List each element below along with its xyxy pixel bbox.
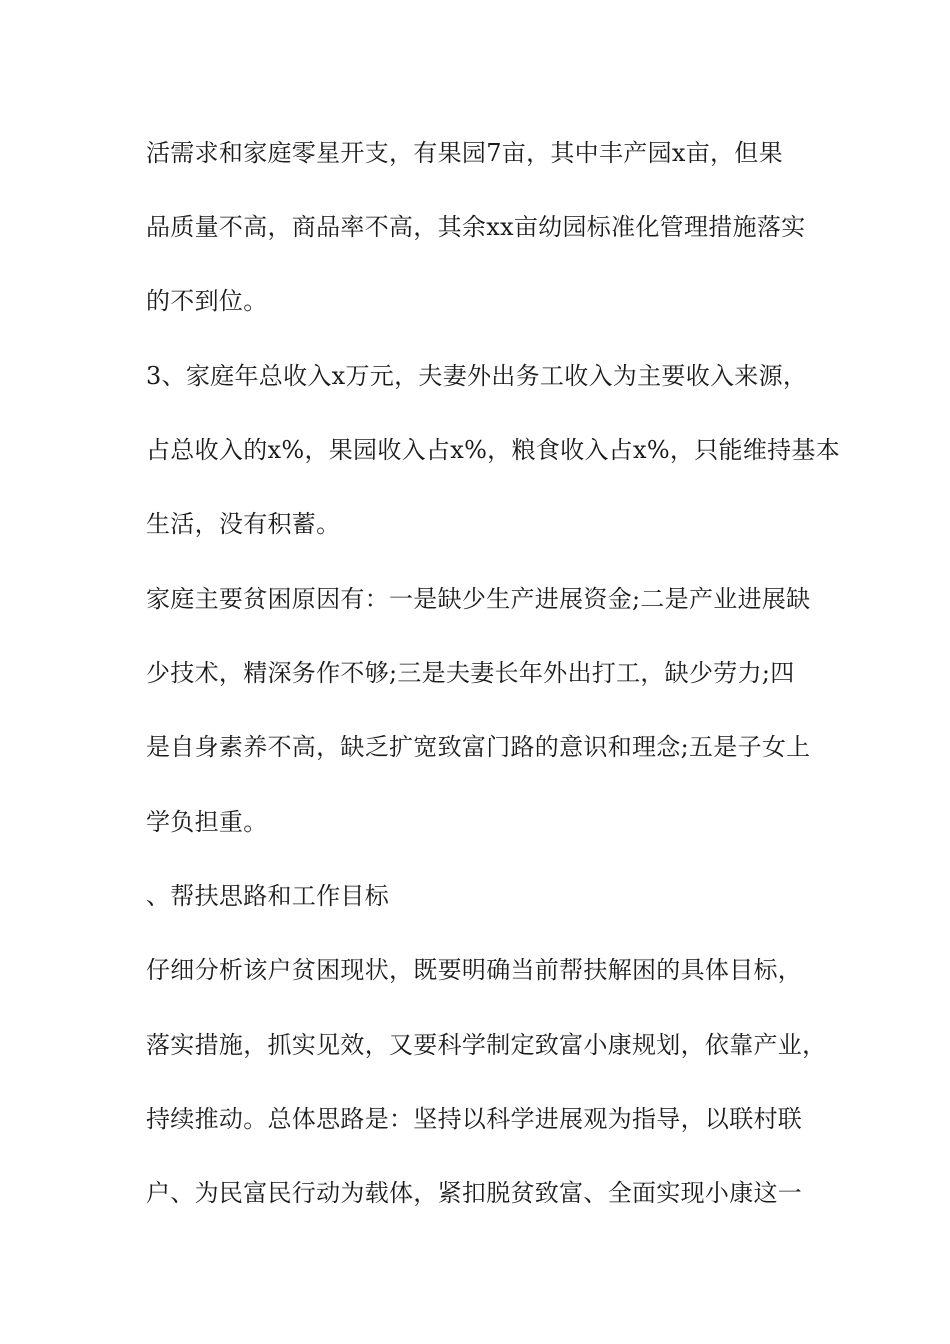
text-line-6: 生活，没有积蓄。 — [146, 510, 341, 538]
text-line-8: 少技术，精深务作不够;三是夫妻长年外出打工，缺少劳力;四 — [146, 659, 795, 687]
text-line-9: 是自身素养不高，缺乏扩宽致富门路的意识和理念;五是子女上 — [146, 733, 811, 761]
text-line-1: 活需求和家庭零星开支，有果园7亩，其中丰产园x亩，但果 — [146, 139, 783, 167]
text-line-4: 3、家庭年总收入x万元，夫妻外出务工收入为主要收入来源， — [146, 362, 808, 390]
text-line-10: 学负担重。 — [146, 808, 268, 836]
text-line-7: 家庭主要贫困原因有：一是缺少生产进展资金;二是产业进展缺 — [146, 585, 811, 613]
text-line-2: 品质量不高，商品率不高，其余xx亩幼园标准化管理措施落实 — [146, 213, 806, 241]
text-line-13: 落实措施，抓实见效，又要科学制定致富小康规划，依靠产业， — [146, 1031, 827, 1059]
text-line-14: 持续推动。总体思路是：坚持以科学进展观为指导，以联村联 — [146, 1105, 803, 1133]
text-line-3: 的不到位。 — [146, 287, 268, 315]
section-heading: 、帮扶思路和工作目标 — [146, 882, 389, 910]
text-line-5: 占总收入的x%，果园收入占x%，粮食收入占x%，只能维持基本 — [146, 436, 841, 464]
text-line-15: 户、为民富民行动为载体，紧扣脱贫致富、全面实现小康这一 — [146, 1179, 803, 1207]
text-line-12: 仔细分析该户贫困现状，既要明确当前帮扶解困的具体目标， — [146, 956, 803, 984]
